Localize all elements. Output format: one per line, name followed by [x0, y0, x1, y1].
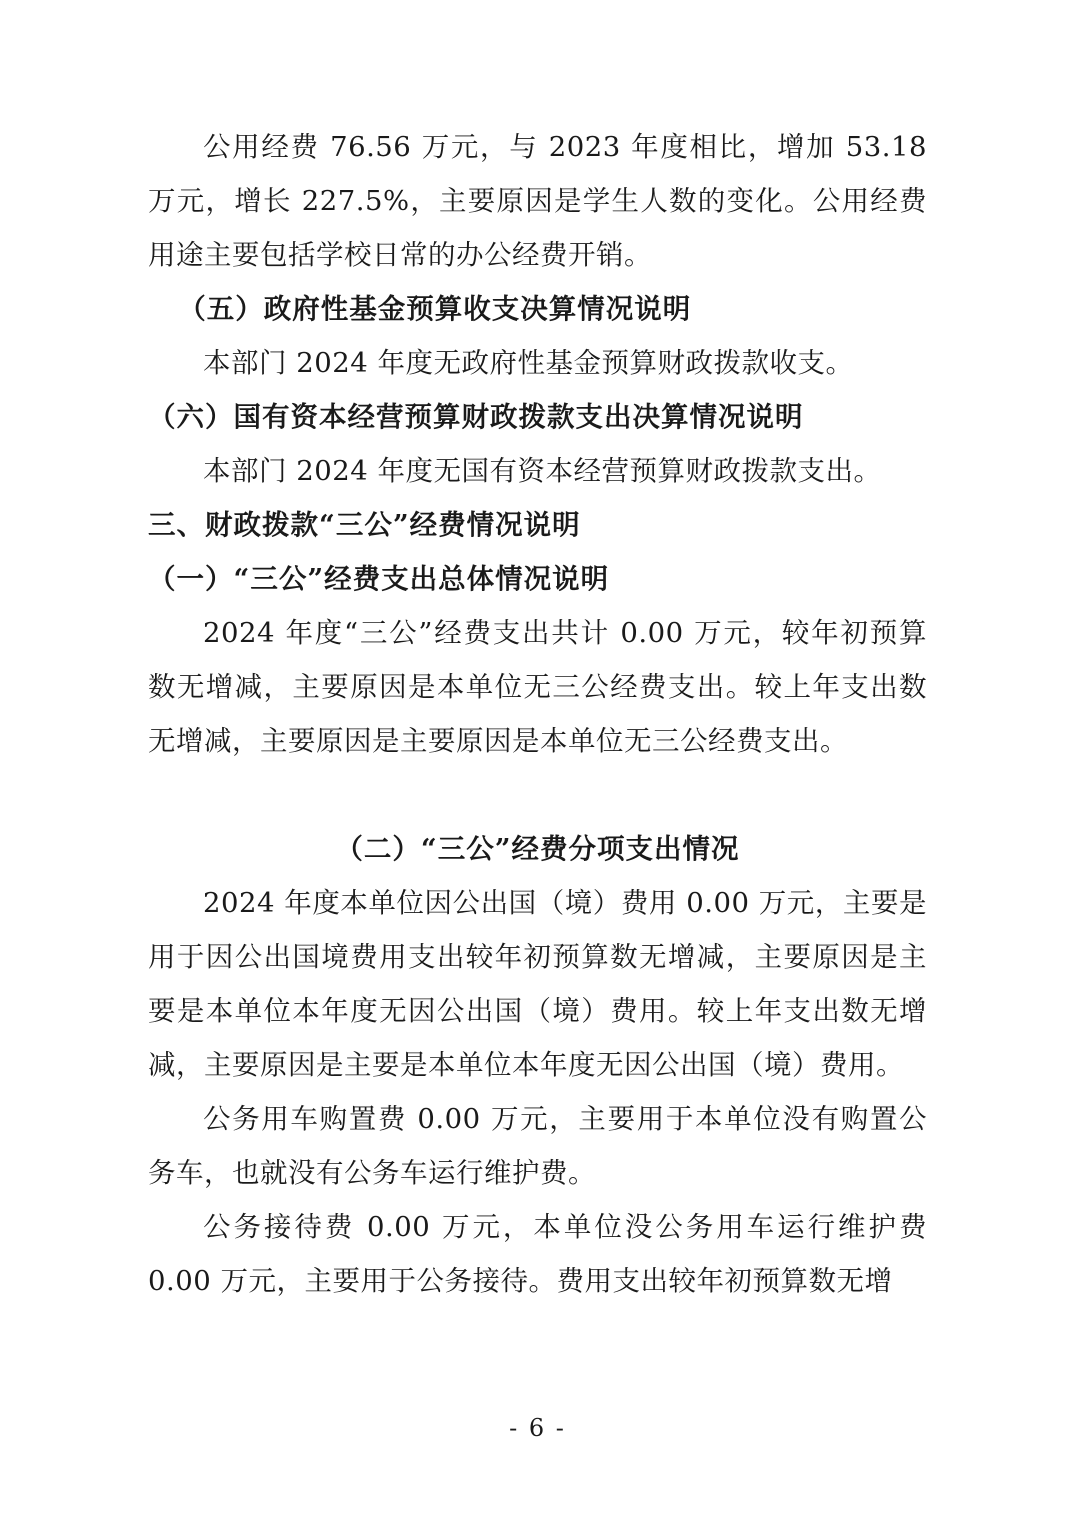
- paragraph-three-public-total: 2024 年度“三公”经费支出共计 0.00 万元，较年初预算数无增减，主要原因是本单位无三公经费支出。较上年支出数无增减，主要原因是主要原因是本单位无三公经费支出。: [148, 617, 927, 757]
- paragraph-no-state-capital: 本部门 2024 年度无国有资本经营预算财政拨款支出。: [203, 455, 882, 487]
- heading-three-public-overall: （一）“三公”经费支出总体情况说明: [148, 563, 610, 595]
- paragraph-overseas-travel: 2024 年度本单位因公出国（境）费用 0.00 万元，主要是用于因公出国境费用支出较年初预算数无增减，主要原因是主要是本单位本年度无因公出国（境）费用。较上年支出数无增减，主要原因是主要是本单位本年度无因公出国（境）费用。: [148, 887, 927, 1081]
- paragraph-vehicle-purchase: 公务用车购置费 0.00 万元，主要用于本单位没有购置公务车，也就没有公务车运行维护费。: [148, 1103, 927, 1189]
- paragraph-no-government-fund: 本部门 2024 年度无政府性基金预算财政拨款收支。: [203, 347, 854, 379]
- heading-section-three: 三、财政拨款“三公”经费情况说明: [148, 509, 581, 541]
- heading-three-public-itemized: （二）“三公”经费分项支出情况: [335, 833, 740, 865]
- heading-state-capital-budget: （六）国有资本经营预算财政拨款支出决算情况说明: [148, 401, 804, 433]
- paragraph-official-reception: 公务接待费 0.00 万元，本单位没公务用车运行维护费 0.00 万元，主要用于公务接待。费用支出较年初预算数无增: [148, 1211, 927, 1297]
- spacer: [148, 768, 927, 822]
- document-body: [148, 120, 927, 1308]
- paragraph-public-funds: 公用经费 76.56 万元，与 2023 年度相比，增加 53.18 万元，增长 227.5%，主要原因是学生人数的变化。公用经费用途主要包括学校日常的办公经费开销。: [148, 131, 927, 271]
- heading-government-fund-budget: （五）政府性基金预算收支决算情况说明: [178, 293, 692, 325]
- page-number: - 6 -: [509, 1414, 566, 1442]
